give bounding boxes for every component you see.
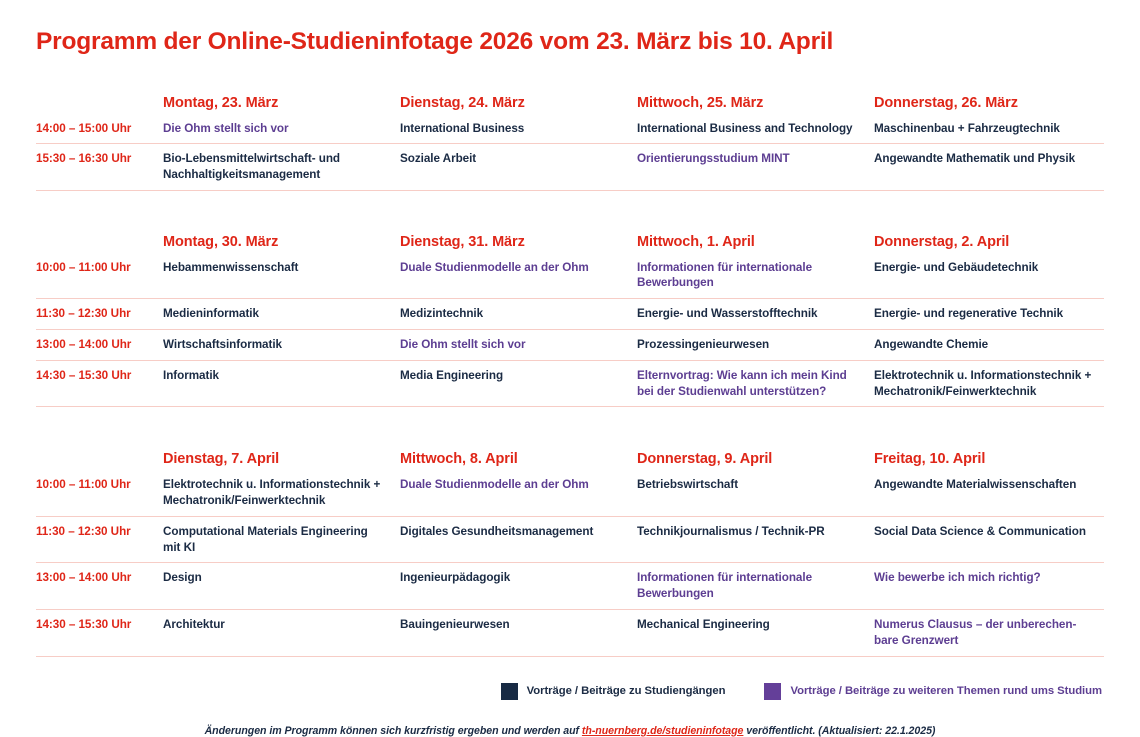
program-entry-topic: Informationen für internationale Bewerbungen bbox=[637, 260, 813, 290]
program-entry-study: Elektrotechnik u. Informationstechnik + Mechatronik/Feinwerktechnik bbox=[874, 360, 1104, 407]
program-entry-study: Betriebswirtschaft bbox=[637, 478, 739, 492]
column-header-day: Montag, 30. März bbox=[163, 234, 279, 250]
footer-note bbox=[36, 725, 1104, 737]
column-header-time bbox=[36, 95, 163, 117]
program-entry-study: Informatik bbox=[163, 360, 400, 407]
legend-swatch-study-icon bbox=[501, 683, 518, 700]
legend-label: Vorträge / Beiträge zu Studiengängen bbox=[526, 685, 726, 697]
schedule-section-week-3 bbox=[36, 451, 1104, 656]
column-header-day: Dienstag, 31. März bbox=[400, 234, 525, 250]
program-entry-topic: Numerus Clausus – der unberechen-bare Grenzwert bbox=[874, 609, 1104, 656]
program-entry-study: Bauingenieurwesen bbox=[400, 609, 637, 656]
footer-text-after: veröffentlicht. (Aktualisiert: 22.1.2025) bbox=[743, 724, 936, 737]
schedule-section-week-1 bbox=[36, 95, 1104, 191]
program-entry-study: Wirtschaftsinformatik bbox=[163, 330, 400, 361]
program-entry-topic: Elternvortrag: Wie kann ich mein Kind bei der Studienwahl unterstützen? bbox=[637, 360, 874, 407]
page-title: Programm der Online-Studieninfotage 2026 vom 23. März bis 10. April bbox=[36, 28, 834, 55]
table-row bbox=[36, 609, 1104, 656]
program-entry-topic: Duale Studienmodelle an der Ohm bbox=[400, 260, 589, 274]
legend-label: Vorträge / Beiträge zu weiteren Themen rund ums Studium bbox=[790, 685, 1102, 697]
time-slot: 13:00 – 14:00 Uhr bbox=[36, 330, 163, 361]
table-row bbox=[36, 563, 1104, 610]
column-header-time bbox=[36, 451, 163, 473]
program-entry-study: Media Engineering bbox=[400, 360, 637, 407]
program-entry-study: International Business bbox=[400, 121, 525, 135]
program-entry-study: Elektrotechnik u. Informationstechnik + Mechatronik/Feinwerktechnik bbox=[163, 478, 381, 507]
program-entry-study: Bio-Lebensmittelwirtschaft- und Nachhaltigkeitsmanagement bbox=[163, 144, 400, 191]
legend bbox=[36, 683, 1104, 700]
column-header-day: Dienstag, 7. April bbox=[163, 451, 280, 468]
column-header-day: Donnerstag, 26. März bbox=[874, 94, 1018, 111]
schedule-table-week-3 bbox=[36, 451, 1104, 656]
program-entry-topic: Wie bewerbe ich mich richtig? bbox=[874, 563, 1104, 610]
column-header-day: Mittwoch, 8. April bbox=[400, 451, 518, 468]
schedule-table-week-1 bbox=[36, 95, 1104, 191]
table-header-row bbox=[36, 451, 1104, 473]
column-header-day: Mittwoch, 1. April bbox=[637, 234, 755, 250]
time-slot: 13:00 – 14:00 Uhr bbox=[36, 563, 163, 610]
legend-swatch-topics-icon bbox=[764, 683, 781, 700]
time-slot: 14:00 – 15:00 Uhr bbox=[36, 121, 132, 135]
table-row bbox=[36, 299, 1104, 330]
column-header-day: Donnerstag, 9. April bbox=[637, 451, 773, 468]
time-slot: 15:30 – 16:30 Uhr bbox=[36, 144, 163, 191]
program-entry-study: Maschinenbau + Fahrzeugtechnik bbox=[874, 121, 1060, 135]
program-entry-study: Mechanical Engineering bbox=[637, 609, 874, 656]
legend-item-topics bbox=[764, 683, 1102, 700]
program-entry-topic: Duale Studienmodelle an der Ohm bbox=[400, 478, 589, 492]
column-header-day: Montag, 23. März bbox=[163, 94, 279, 111]
program-entry-topic: Die Ohm stellt sich vor bbox=[163, 121, 289, 135]
footer-text-before: Änderungen im Programm können sich kurzfristig ergeben und werden auf bbox=[204, 724, 582, 737]
column-header-day: Dienstag, 24. März bbox=[400, 94, 525, 111]
time-slot: 11:30 – 12:30 Uhr bbox=[36, 516, 163, 563]
time-slot: 10:00 – 11:00 Uhr bbox=[36, 478, 131, 492]
program-entry-study: Technikjournalismus / Technik-PR bbox=[637, 516, 874, 563]
program-entry-study: Angewandte Mathematik und Physik bbox=[874, 144, 1104, 191]
program-entry-study: International Business and Technology bbox=[637, 121, 853, 135]
table-row bbox=[36, 330, 1104, 361]
time-slot: 10:00 – 11:00 Uhr bbox=[36, 260, 131, 274]
footer-link[interactable]: th-nuernberg.de/studieninfotage bbox=[581, 724, 744, 737]
program-entry-study: Angewandte Materialwissenschaften bbox=[874, 478, 1077, 492]
table-header-row bbox=[36, 234, 1104, 256]
schedule-table-week-2 bbox=[36, 234, 1104, 407]
table-row bbox=[36, 256, 1104, 299]
table-row bbox=[36, 360, 1104, 407]
table-row bbox=[36, 473, 1104, 516]
column-header-time bbox=[36, 234, 163, 256]
program-entry-study: Energie- und Wasserstofftechnik bbox=[637, 299, 874, 330]
table-header-row bbox=[36, 95, 1104, 117]
time-slot: 11:30 – 12:30 Uhr bbox=[36, 299, 163, 330]
program-entry-study: Energie- und regenerative Technik bbox=[874, 299, 1104, 330]
program-entry-study: Architektur bbox=[163, 609, 400, 656]
program-entry-study: Prozessingenieurwesen bbox=[637, 330, 874, 361]
column-header-day: Mittwoch, 25. März bbox=[637, 94, 764, 111]
schedule-sections bbox=[36, 95, 1104, 657]
program-entry-study: Energie- und Gebäudetechnik bbox=[874, 260, 1039, 274]
program-entry-topic: Informationen für internationale Bewerbungen bbox=[637, 563, 874, 610]
program-entry-study: Soziale Arbeit bbox=[400, 144, 637, 191]
program-entry-study: Medizintechnik bbox=[400, 299, 637, 330]
program-entry-study: Hebammenwissenschaft bbox=[163, 260, 299, 274]
program-entry-topic: Die Ohm stellt sich vor bbox=[400, 330, 637, 361]
program-entry-study: Digitales Gesundheitsmanagement bbox=[400, 516, 637, 563]
table-row bbox=[36, 144, 1104, 191]
column-header-day: Freitag, 10. April bbox=[874, 451, 986, 468]
program-entry-study: Computational Materials Engineering mit KI bbox=[163, 516, 400, 563]
program-entry-study: Design bbox=[163, 563, 400, 610]
column-header-day: Donnerstag, 2. April bbox=[874, 234, 1010, 250]
table-row bbox=[36, 117, 1104, 144]
program-entry-study: Medieninformatik bbox=[163, 299, 400, 330]
schedule-section-week-2 bbox=[36, 234, 1104, 407]
legend-item-study bbox=[501, 683, 726, 700]
program-entry-study: Ingenieurpädagogik bbox=[400, 563, 637, 610]
program-entry-topic: Orientierungsstudium MINT bbox=[637, 144, 874, 191]
program-entry-study: Angewandte Chemie bbox=[874, 330, 1104, 361]
table-row bbox=[36, 516, 1104, 563]
time-slot: 14:30 – 15:30 Uhr bbox=[36, 360, 163, 407]
program-entry-study: Social Data Science & Communication bbox=[874, 516, 1104, 563]
time-slot: 14:30 – 15:30 Uhr bbox=[36, 609, 163, 656]
